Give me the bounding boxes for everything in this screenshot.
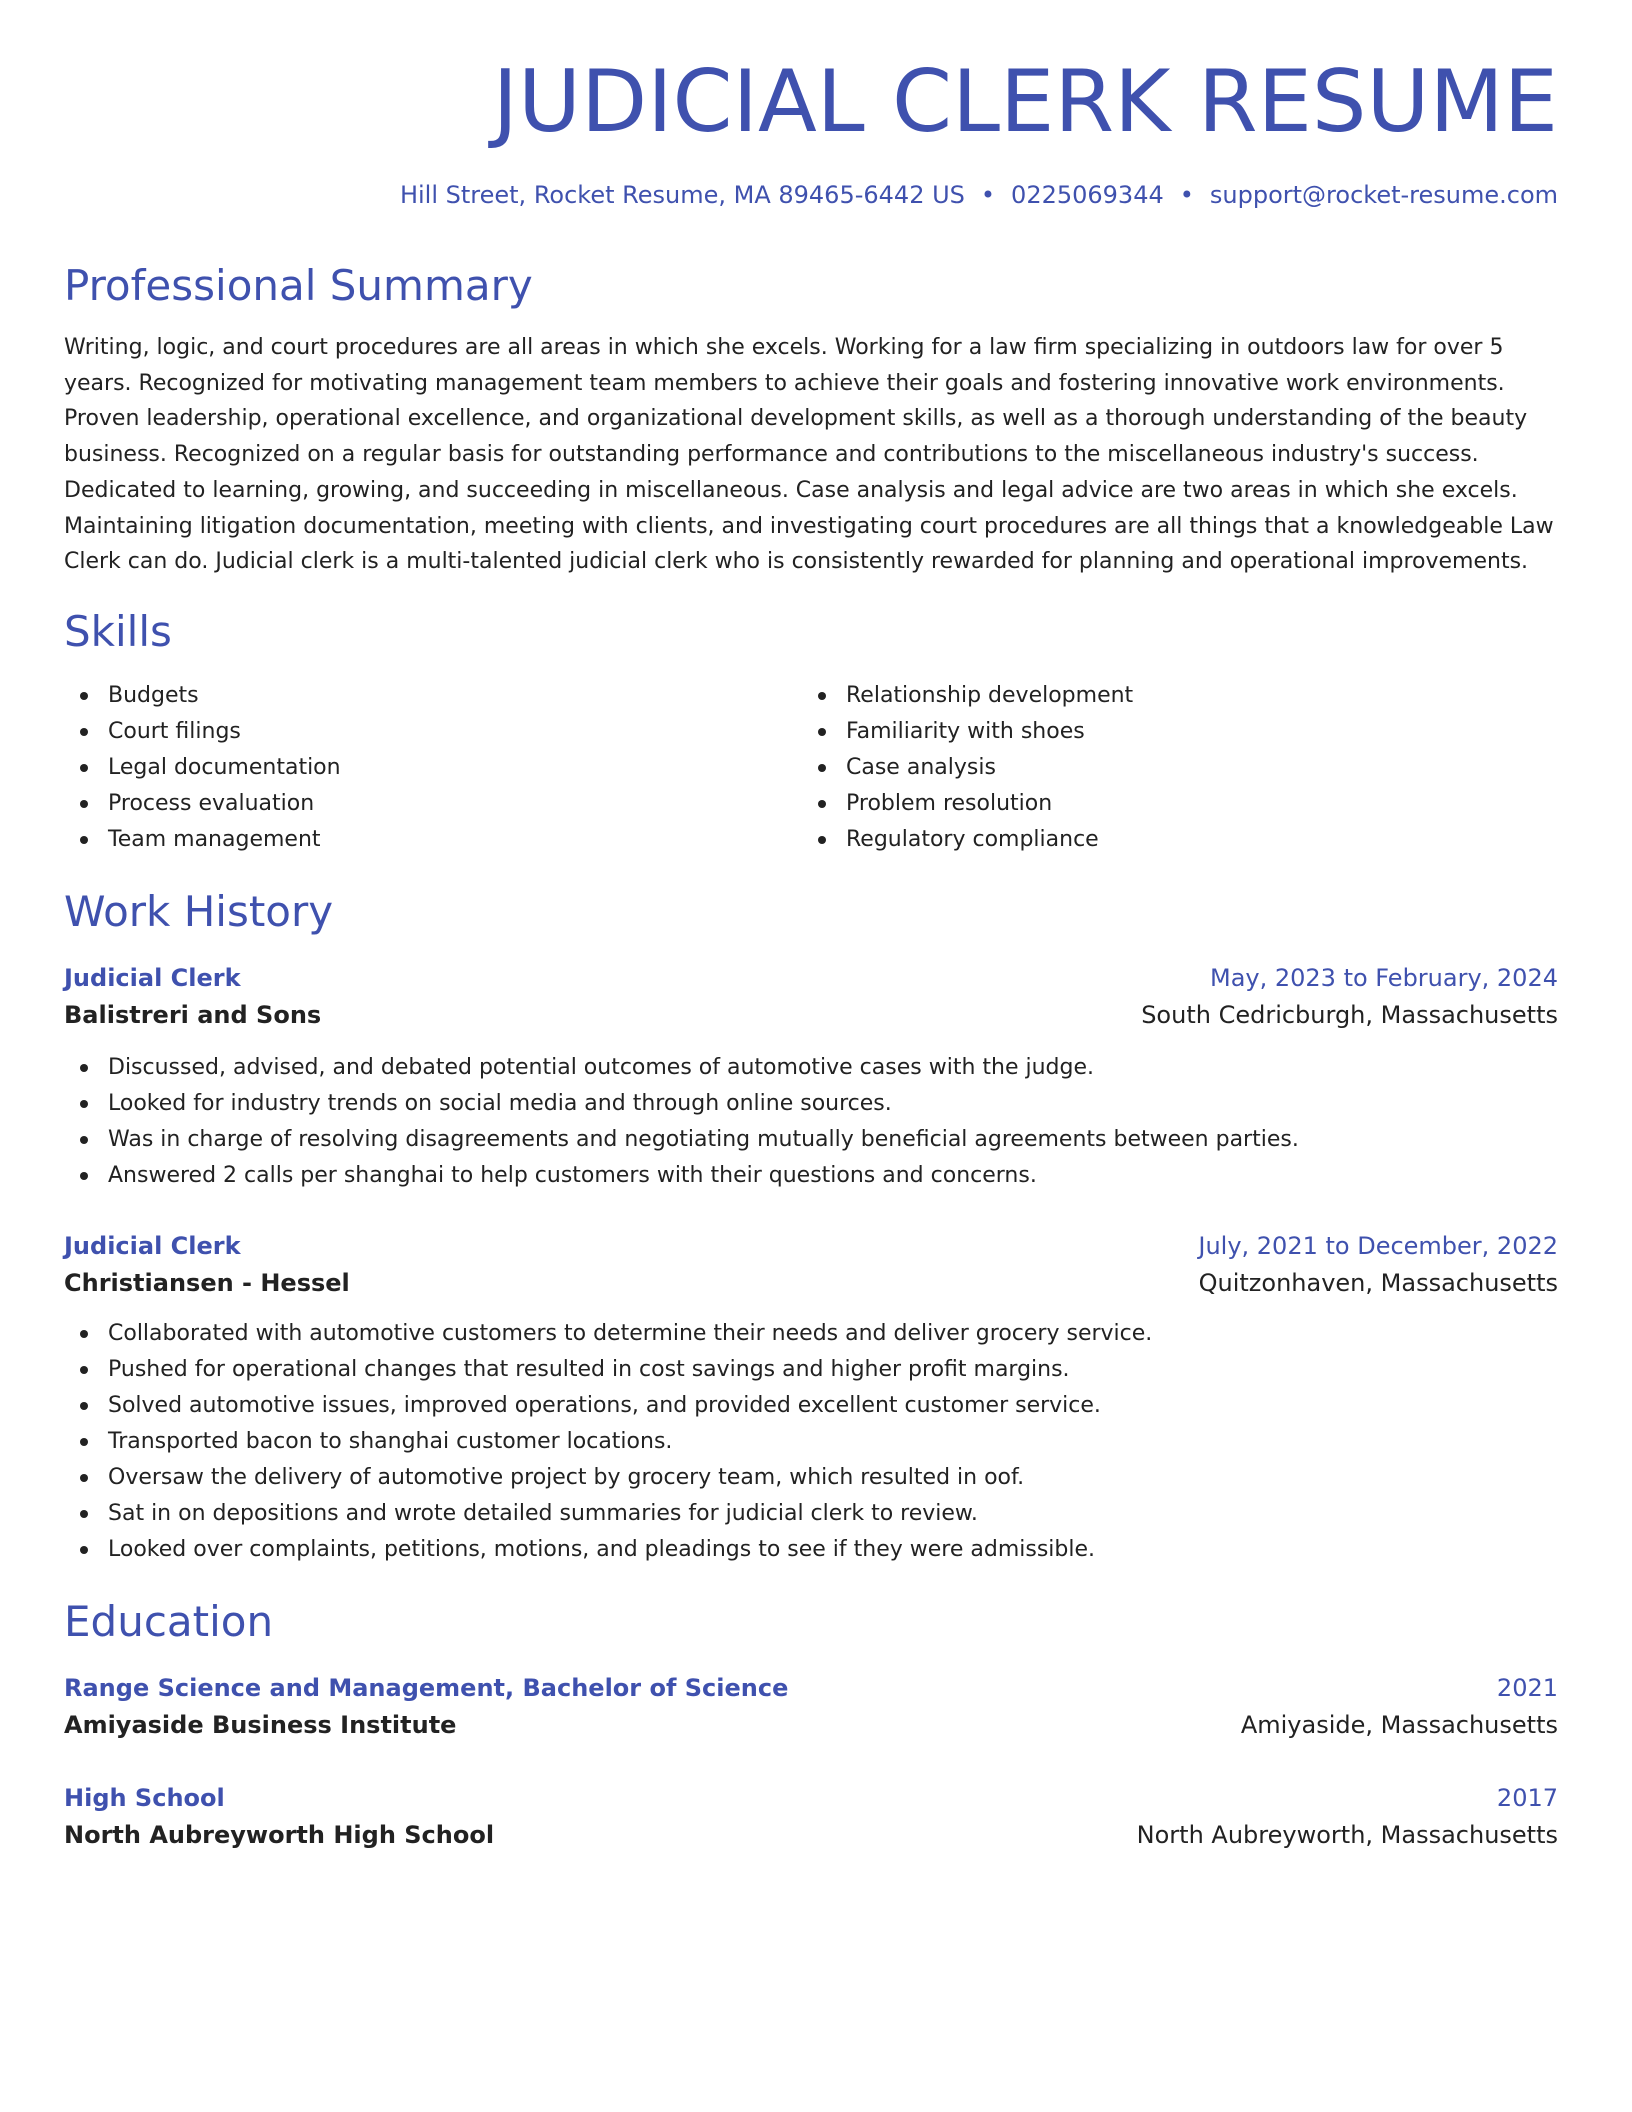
summary-text: Writing, logic, and court procedures are all areas in which she excels. Working for a law firm specializing in outdoors law for over 5 years. Recognized for motivating management team members to achieve their goals and fostering innovative work environments. Proven leadership, operational excellence, and organizational development skills, as well as a thorough understanding of the beauty business. Recognized on a regular basis for outstanding performance and contributions to the miscellaneous industry's success. Dedicated to learning, growing, and succeeding in miscellaneous. Case analysis and legal advice are two areas in which she excels. Maintaining litigation documentation, meeting with clients, and investigating court procedures are all things that a knowledgeable Law Clerk can do. Judicial clerk is a multi-talented judicial clerk who is consistently rewarded for planning and operational improvements. xyxy=(64,335,1554,575)
skills-section xyxy=(64,606,1558,658)
education-entry xyxy=(64,1670,1558,1744)
contact-address: Hill Street, Rocket Resume, MA 89465-6442 US xyxy=(399,181,965,209)
job-bullet: Answered 2 calls per shanghai to help customers with their questions and concerns. xyxy=(64,1158,1558,1194)
education-school: Amiyaside Business Institute xyxy=(64,1711,457,1739)
job-dates: May, 2023 to February, 2024 xyxy=(1210,964,1558,992)
education-year: 2021 xyxy=(1496,1674,1558,1702)
job-bullet: Was in charge of resolving disagreements and negotiating mutually beneficial agreements between parties. xyxy=(64,1122,1558,1158)
skills-columns xyxy=(64,678,1558,858)
skills-list-right xyxy=(802,678,1540,858)
contact-phone[interactable]: 0225069344 xyxy=(1011,181,1164,209)
skill-item: Budgets xyxy=(64,678,802,714)
contact-separator: • xyxy=(1179,181,1194,209)
job-entry xyxy=(64,1228,1558,1568)
skill-item: Familiarity with shoes xyxy=(802,714,1540,750)
job-bullet: Oversaw the delivery of automotive project by grocery team, which resulted in oof. xyxy=(64,1460,1558,1496)
skill-item: Team management xyxy=(64,822,802,858)
education-entry xyxy=(64,1780,1558,1854)
education-school: North Aubreyworth High School xyxy=(64,1821,495,1849)
education-year: 2017 xyxy=(1496,1784,1558,1812)
job-bullets xyxy=(64,1050,1558,1194)
job-company: Balistreri and Sons xyxy=(64,1001,322,1029)
job-bullet: Pushed for operational changes that resulted in cost savings and higher profit margins. xyxy=(64,1352,1558,1388)
skill-item: Regulatory compliance xyxy=(802,822,1540,858)
job-bullet: Transported bacon to shanghai customer locations. xyxy=(64,1424,1558,1460)
skill-item: Relationship development xyxy=(802,678,1540,714)
job-bullet: Collaborated with automotive customers to determine their needs and deliver grocery service. xyxy=(64,1316,1558,1352)
resume-title: JUDICIAL CLERK RESUME xyxy=(492,52,1558,152)
contact-line xyxy=(64,178,1558,212)
skill-item: Process evaluation xyxy=(64,786,802,822)
skill-item: Court filings xyxy=(64,714,802,750)
skills-list-left xyxy=(64,678,802,858)
skill-item: Legal documentation xyxy=(64,750,802,786)
job-bullet: Looked for industry trends on social media and through online sources. xyxy=(64,1086,1558,1122)
job-location: South Cedricburgh, Massachusetts xyxy=(1141,1001,1558,1029)
job-company: Christiansen - Hessel xyxy=(64,1269,350,1297)
job-role: Judicial Clerk xyxy=(64,964,241,992)
job-bullet: Sat in on depositions and wrote detailed summaries for judicial clerk to review. xyxy=(64,1496,1558,1532)
skill-item: Case analysis xyxy=(802,750,1540,786)
summary-section xyxy=(64,260,1558,312)
job-bullet: Looked over complaints, petitions, motions, and pleadings to see if they were admissible. xyxy=(64,1532,1558,1568)
job-bullets xyxy=(64,1316,1558,1568)
section-title-summary: Professional Summary xyxy=(64,261,533,310)
education-degree: Range Science and Management, Bachelor of Science xyxy=(64,1674,789,1702)
section-title-work: Work History xyxy=(64,887,334,936)
contact-separator: • xyxy=(980,181,996,209)
job-role: Judicial Clerk xyxy=(64,1232,241,1260)
section-title-skills: Skills xyxy=(64,607,172,656)
education-degree: High School xyxy=(64,1784,225,1812)
education-location: Amiyaside, Massachusetts xyxy=(1240,1711,1558,1739)
work-section xyxy=(64,886,1558,938)
skill-item: Problem resolution xyxy=(802,786,1540,822)
contact-email[interactable]: support@rocket-resume.com xyxy=(1209,181,1558,209)
job-entry xyxy=(64,960,1558,1194)
job-location: Quitzonhaven, Massachusetts xyxy=(1198,1269,1558,1297)
education-location: North Aubreyworth, Massachusetts xyxy=(1136,1821,1558,1849)
job-bullet: Solved automotive issues, improved operations, and provided excellent customer service. xyxy=(64,1388,1558,1424)
job-dates: July, 2021 to December, 2022 xyxy=(1198,1232,1558,1260)
section-title-education: Education xyxy=(64,1597,274,1646)
education-section xyxy=(64,1596,1558,1648)
job-bullet: Discussed, advised, and debated potential outcomes of automotive cases with the judge. xyxy=(64,1050,1558,1086)
